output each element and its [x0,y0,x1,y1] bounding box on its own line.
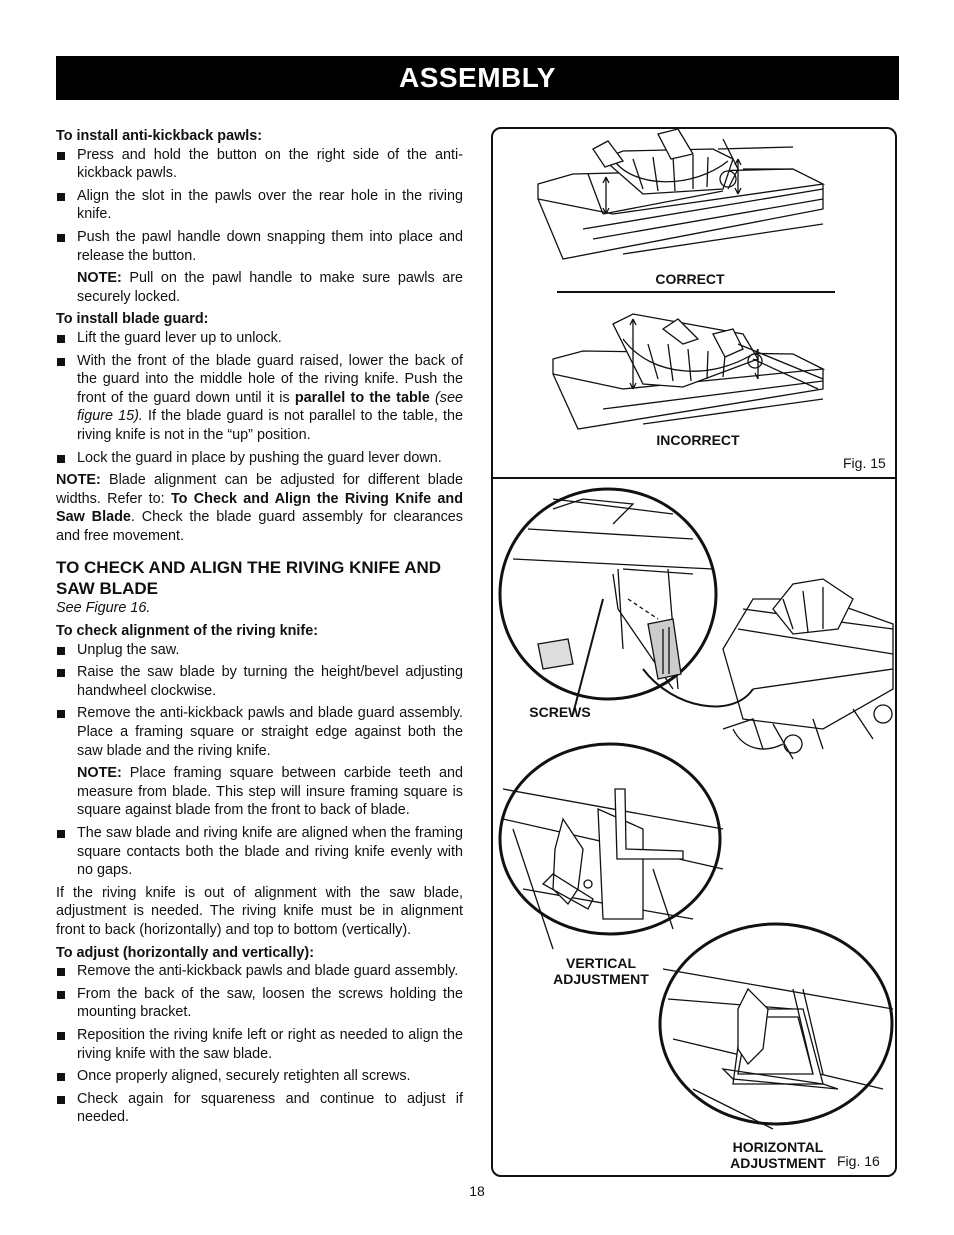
incorrect-guard-illustration [553,314,823,429]
horizontal-adjustment-label: HORIZONTAL ADJUSTMENT [730,1139,826,1171]
incorrect-label: INCORRECT [656,432,740,448]
note-text: Place framing square between carbide teeth and measure from blade. This step will insure framing square is square against blade from the front to back of blade. [77,765,463,819]
fig-16-label: Fig. 16 [837,1153,880,1169]
adjust-heading: To adjust (horizontally and vertically): [56,944,314,961]
blade-guard-heading: To install blade guard: [56,311,209,328]
note-reference: To Check and Align the Riving Knife and Saw Blade [56,490,463,526]
riving-knife-screws-illustration [723,579,893,759]
vertical-adjustment-circle [500,744,723,949]
adjust-step-4: Once properly aligned, securely retighten all screws. [56,1067,463,1086]
step-text: With the front of the blade guard raised, lower the back of the guard into the middle hole of the riving knife. Push the front of the guard down until it is [77,352,463,406]
fig-15-label: Fig. 15 [843,455,886,471]
check-heading: To check alignment of the riving knife: [56,623,318,640]
screws-detail-circle [500,489,753,714]
figure-divider [493,477,895,479]
anti-kickback-step-1: Press and hold the button on the right side of the anti-kickback pawls. [56,146,463,183]
anti-kickback-heading: To install anti-kickback pawls: [56,128,263,144]
adjust-step-5: Check again for squareness and continue to adjust if needed. [56,1090,463,1127]
anti-kickback-step-3: Push the pawl handle down snapping them into place and release the button. [56,228,463,265]
blade-guard-step-1: Lift the guard lever up to unlock. [56,329,463,348]
blade-guard-step-3: Lock the guard in place by pushing the guard lever down. [56,449,463,468]
framing-square-note [56,764,463,820]
instructions-column [56,123,463,1131]
note-text-cont: . Check the blade guard assembly for clearances and free movement. [56,509,464,544]
adjust-step-2: From the back of the saw, loosen the screws holding the mounting bracket. [56,985,463,1022]
figure-panel [491,127,897,1177]
check-step-4: The saw blade and riving knife are aligned when the framing square contacts both the blade and riving knife evenly with no gaps. [56,824,463,880]
blade-alignment-note [56,471,463,545]
check-step-1: Unplug the saw. [56,641,463,660]
screws-label: SCREWS [529,704,591,720]
check-step-2: Raise the saw blade by turning the height/bevel adjusting handwheel clockwise. [56,663,463,700]
note-text: Pull on the pawl handle to make sure pawls are securely locked. [77,270,463,305]
note-label: NOTE: [77,765,122,782]
blade-guard-step-2 [56,352,463,445]
correct-label: CORRECT [655,271,725,287]
horizontal-adjustment-circle [660,924,893,1129]
alignment-paragraph: If the riving knife is out of alignment with the saw blade, adjustment is needed. The riving knife must be in alignment front to back (horizontally) and top to bottom (vertically). [56,884,463,938]
step-emphasis: parallel to the table [294,389,430,406]
step-text-cont: If the blade guard is not parallel to the table, the riving knife is not in the “up” position. [77,408,464,443]
correct-guard-illustration [538,129,823,259]
section-heading: TO CHECK AND ALIGN THE RIVING KNIFE AND SAW BLADE [56,558,442,599]
adjust-step-3: Reposition the riving knife left or right as needed to align the riving knife with the saw blade. [56,1026,463,1063]
note-text: Blade alignment can be adjusted for different blade widths. Refer to: [56,472,463,507]
adjust-step-1: Remove the anti-kickback pawls and blade guard assembly. [56,962,463,981]
page-number: 18 [469,1183,485,1199]
note-label: NOTE: [77,270,122,287]
anti-kickback-note [56,269,463,306]
figure-reference: (see figure 15). [77,389,463,425]
see-figure: See Figure 16. [56,600,151,617]
check-step-3: Remove the anti-kickback pawls and blade guard assembly. Place a framing square or straight edge against both the saw blade and the riving knife. [56,704,463,760]
page-title: ASSEMBLY [56,56,899,100]
note-label: NOTE: [56,472,101,489]
anti-kickback-step-2: Align the slot in the pawls over the rear hole in the riving knife. [56,187,463,224]
vertical-adjustment-label: VERTICAL ADJUSTMENT [553,955,649,987]
